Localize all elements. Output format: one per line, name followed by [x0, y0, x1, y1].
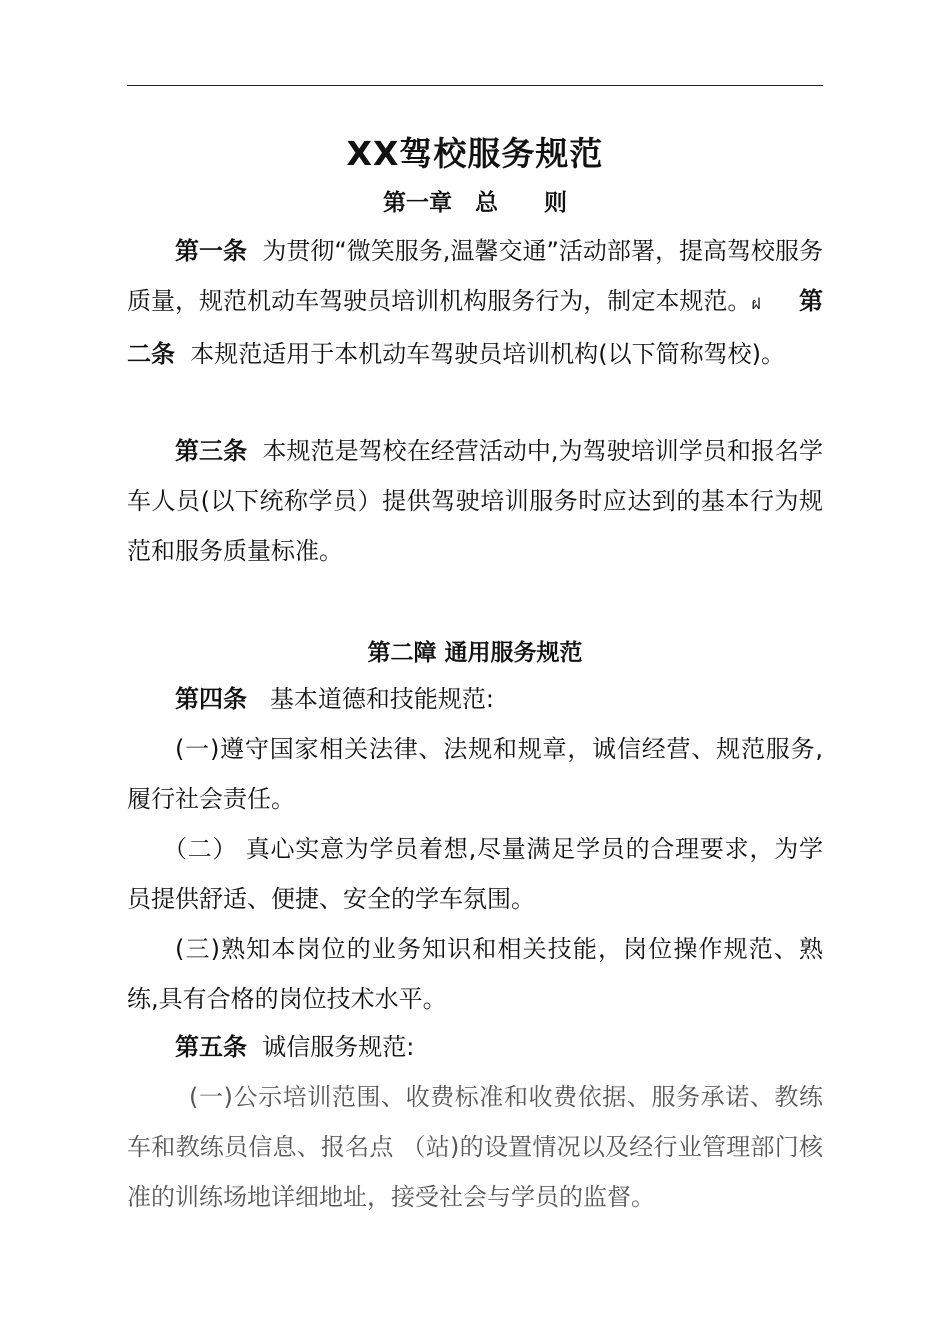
article-3-text: 本规范是驾校在经营活动中,为驾驶培训学员和报名学车人员(以下统称学员）提供驾驶培训服务时应达到的基本行为规范和服务质量标准。	[127, 437, 823, 565]
article-1-label: 第一条	[175, 237, 248, 265]
article-4-item-3: (三)熟知本岗位的业务知识和相关技能，岗位操作规范、熟练,具有合格的岗位技术水平。	[127, 935, 823, 1013]
article-4-item-2: （二） 真心实意为学员着想,尽量满足学员的合理要求，为学员提供舒适、便捷、安全的学车氛围。	[127, 835, 823, 913]
article-2-label: 第二条	[127, 287, 824, 368]
article-4-label: 第四条	[175, 685, 247, 713]
document-title: XX驾校服务规范	[346, 134, 604, 173]
stray-mark: ฝ	[751, 294, 761, 313]
article-4	[127, 674, 823, 724]
article-1-text: 为贯彻“微笑服务,温馨交通”活动部署，提高驾校服务质量，规范机动车驾驶员培训机构服务行为，制定本规范。	[127, 237, 824, 315]
article-3-label: 第三条	[175, 437, 248, 465]
article-5	[127, 1022, 823, 1072]
chapter-2-heading: 第二障 通用服务规范	[367, 640, 583, 666]
article-2-text: 本规范适用于本机动车驾驶员培训机构(以下简称驾校)。	[190, 340, 785, 368]
article-5-item-1: (一)公示培训范围、收费标准和收费依据、服务承诺、教练车和教练员信息、报名点 （站)的设置情况以及经行业管理部门核准的训练场地详细地址，接受社会与学员的监督。	[127, 1083, 823, 1211]
article-5-label: 第五条	[175, 1033, 247, 1061]
article-1	[127, 226, 823, 379]
header-rule	[127, 85, 823, 86]
article-4-text: 基本道德和技能规范:	[269, 685, 494, 713]
article-4-item-1: (一)遵守国家相关法律、法规和规章，诚信经营、规范服务,履行社会责任。	[127, 735, 823, 813]
article-3	[127, 426, 823, 576]
article-5-text: 诚信服务规范:	[262, 1033, 415, 1061]
chapter-1-heading: 第一章 总 则	[383, 190, 567, 216]
